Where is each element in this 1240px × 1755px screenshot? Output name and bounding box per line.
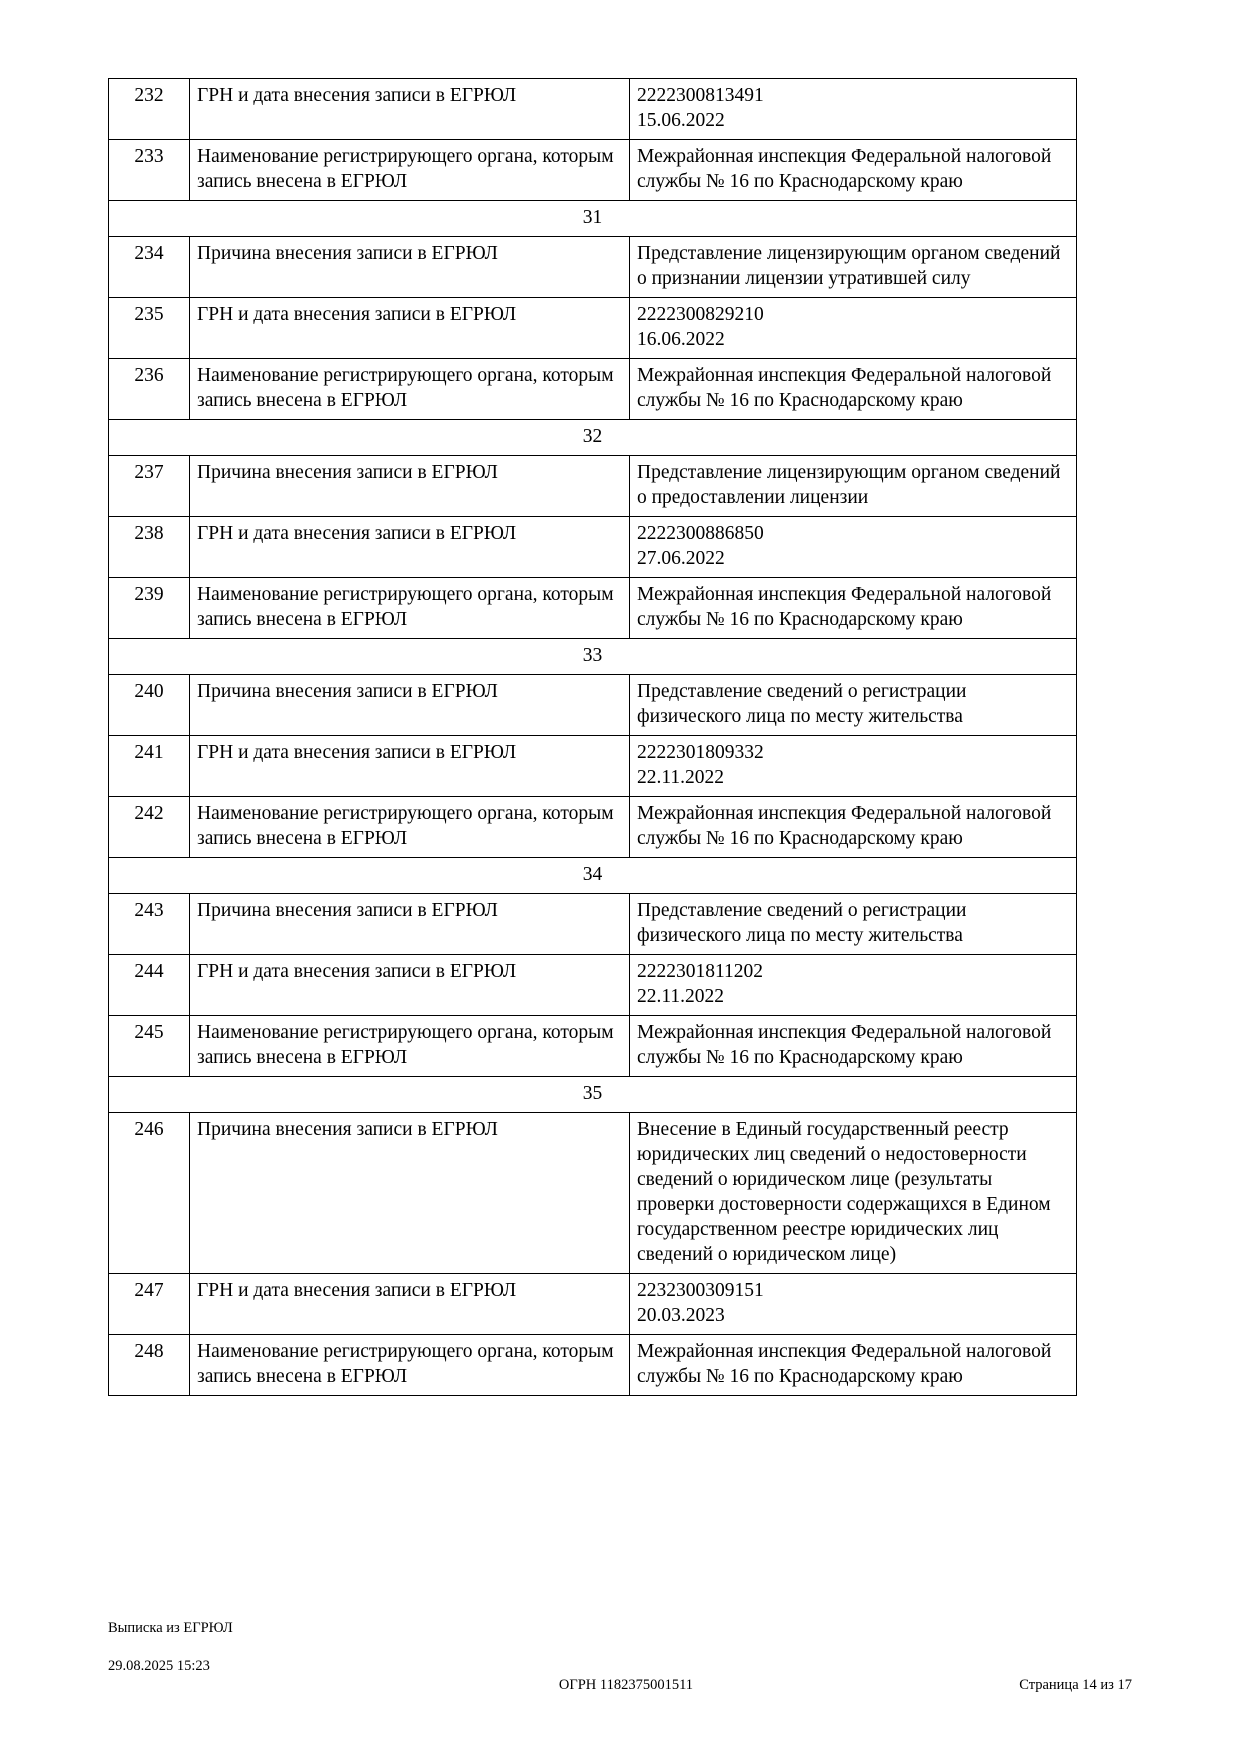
table-section-row bbox=[109, 201, 1077, 237]
row-number: 239 bbox=[109, 578, 190, 639]
footer-timestamp: 29.08.2025 15:23 bbox=[108, 1658, 210, 1674]
table-row bbox=[109, 1016, 1077, 1077]
row-label: Наименование регистрирующего органа, которым запись внесена в ЕГРЮЛ bbox=[190, 578, 630, 639]
table-row bbox=[109, 797, 1077, 858]
row-number: 232 bbox=[109, 79, 190, 140]
row-value: Межрайонная инспекция Федеральной налоговой службы № 16 по Краснодарскому краю bbox=[630, 140, 1077, 201]
row-value: Представление лицензирующим органом сведений о признании лицензии утратившей силу bbox=[630, 237, 1077, 298]
footer-row bbox=[108, 1600, 1132, 1695]
row-number: 248 bbox=[109, 1335, 190, 1396]
table-row bbox=[109, 1335, 1077, 1396]
row-number: 243 bbox=[109, 894, 190, 955]
row-label: Наименование регистрирующего органа, которым запись внесена в ЕГРЮЛ bbox=[190, 1016, 630, 1077]
row-number: 238 bbox=[109, 517, 190, 578]
row-label: ГРН и дата внесения записи в ЕГРЮЛ bbox=[190, 736, 630, 797]
row-label: Причина внесения записи в ЕГРЮЛ bbox=[190, 456, 630, 517]
table-row bbox=[109, 578, 1077, 639]
row-label: Наименование регистрирующего органа, которым запись внесена в ЕГРЮЛ bbox=[190, 1335, 630, 1396]
row-value: Представление сведений о регистрации физического лица по месту жительства bbox=[630, 894, 1077, 955]
row-label: ГРН и дата внесения записи в ЕГРЮЛ bbox=[190, 517, 630, 578]
row-value: Межрайонная инспекция Федеральной налоговой службы № 16 по Краснодарскому краю bbox=[630, 797, 1077, 858]
row-number: 234 bbox=[109, 237, 190, 298]
footer-document-info bbox=[108, 1600, 233, 1695]
row-number: 244 bbox=[109, 955, 190, 1016]
table-section-row bbox=[109, 639, 1077, 675]
footer-document-title: Выписка из ЕГРЮЛ bbox=[108, 1620, 233, 1636]
row-number: 247 bbox=[109, 1274, 190, 1335]
row-number: 233 bbox=[109, 140, 190, 201]
table-row bbox=[109, 1274, 1077, 1335]
row-label: Наименование регистрирующего органа, которым запись внесена в ЕГРЮЛ bbox=[190, 797, 630, 858]
table-row bbox=[109, 736, 1077, 797]
row-value: Межрайонная инспекция Федеральной налоговой службы № 16 по Краснодарскому краю bbox=[630, 359, 1077, 420]
row-label: Причина внесения записи в ЕГРЮЛ bbox=[190, 675, 630, 736]
row-label: Наименование регистрирующего органа, которым запись внесена в ЕГРЮЛ bbox=[190, 140, 630, 201]
table-row bbox=[109, 298, 1077, 359]
table-section-row bbox=[109, 858, 1077, 894]
row-label: ГРН и дата внесения записи в ЕГРЮЛ bbox=[190, 955, 630, 1016]
row-number: 241 bbox=[109, 736, 190, 797]
table-row bbox=[109, 237, 1077, 298]
table-row bbox=[109, 894, 1077, 955]
row-value: 2222300813491 15.06.2022 bbox=[630, 79, 1077, 140]
section-title: 32 bbox=[109, 420, 1077, 456]
row-number: 237 bbox=[109, 456, 190, 517]
table-section-row bbox=[109, 420, 1077, 456]
row-value: Межрайонная инспекция Федеральной налоговой службы № 16 по Краснодарскому краю bbox=[630, 1016, 1077, 1077]
row-label: ГРН и дата внесения записи в ЕГРЮЛ bbox=[190, 1274, 630, 1335]
row-value: 2222301809332 22.11.2022 bbox=[630, 736, 1077, 797]
row-label: Причина внесения записи в ЕГРЮЛ bbox=[190, 1113, 630, 1274]
row-label: Причина внесения записи в ЕГРЮЛ bbox=[190, 894, 630, 955]
footer-ogrn: ОГРН 1182375001511 bbox=[558, 1677, 694, 1693]
section-title: 35 bbox=[109, 1077, 1077, 1113]
table-row bbox=[109, 1113, 1077, 1274]
row-label: Причина внесения записи в ЕГРЮЛ bbox=[190, 237, 630, 298]
footer-page-number: Страница 14 из 17 bbox=[1019, 1677, 1132, 1693]
table-row bbox=[109, 955, 1077, 1016]
row-value: 2222300829210 16.06.2022 bbox=[630, 298, 1077, 359]
table-row bbox=[109, 456, 1077, 517]
table-row bbox=[109, 140, 1077, 201]
page-footer bbox=[108, 1600, 1132, 1695]
table-body bbox=[109, 79, 1077, 1396]
row-value: 2222301811202 22.11.2022 bbox=[630, 955, 1077, 1016]
section-title: 34 bbox=[109, 858, 1077, 894]
egrul-records-table bbox=[108, 78, 1077, 1396]
row-number: 235 bbox=[109, 298, 190, 359]
row-value: 2232300309151 20.03.2023 bbox=[630, 1274, 1077, 1335]
row-number: 246 bbox=[109, 1113, 190, 1274]
row-value: Внесение в Единый государственный реестр юридических лиц сведений о недостоверности сведений о юридическом лице (результаты проверки достоверности содержащихся в Едином государственном реестре юридических лиц сведений о юридическом лице) bbox=[630, 1113, 1077, 1274]
row-value: Представление сведений о регистрации физического лица по месту жительства bbox=[630, 675, 1077, 736]
table-section-row bbox=[109, 1077, 1077, 1113]
row-label: ГРН и дата внесения записи в ЕГРЮЛ bbox=[190, 79, 630, 140]
table-row bbox=[109, 359, 1077, 420]
section-title: 31 bbox=[109, 201, 1077, 237]
row-value: 2222300886850 27.06.2022 bbox=[630, 517, 1077, 578]
row-label: Наименование регистрирующего органа, которым запись внесена в ЕГРЮЛ bbox=[190, 359, 630, 420]
row-number: 236 bbox=[109, 359, 190, 420]
table-row bbox=[109, 517, 1077, 578]
row-number: 245 bbox=[109, 1016, 190, 1077]
row-value: Представление лицензирующим органом сведений о предоставлении лицензии bbox=[630, 456, 1077, 517]
row-number: 240 bbox=[109, 675, 190, 736]
table-row bbox=[109, 79, 1077, 140]
row-value: Межрайонная инспекция Федеральной налоговой службы № 16 по Краснодарскому краю bbox=[630, 1335, 1077, 1396]
row-number: 242 bbox=[109, 797, 190, 858]
table-row bbox=[109, 675, 1077, 736]
row-label: ГРН и дата внесения записи в ЕГРЮЛ bbox=[190, 298, 630, 359]
row-value: Межрайонная инспекция Федеральной налоговой службы № 16 по Краснодарскому краю bbox=[630, 578, 1077, 639]
section-title: 33 bbox=[109, 639, 1077, 675]
